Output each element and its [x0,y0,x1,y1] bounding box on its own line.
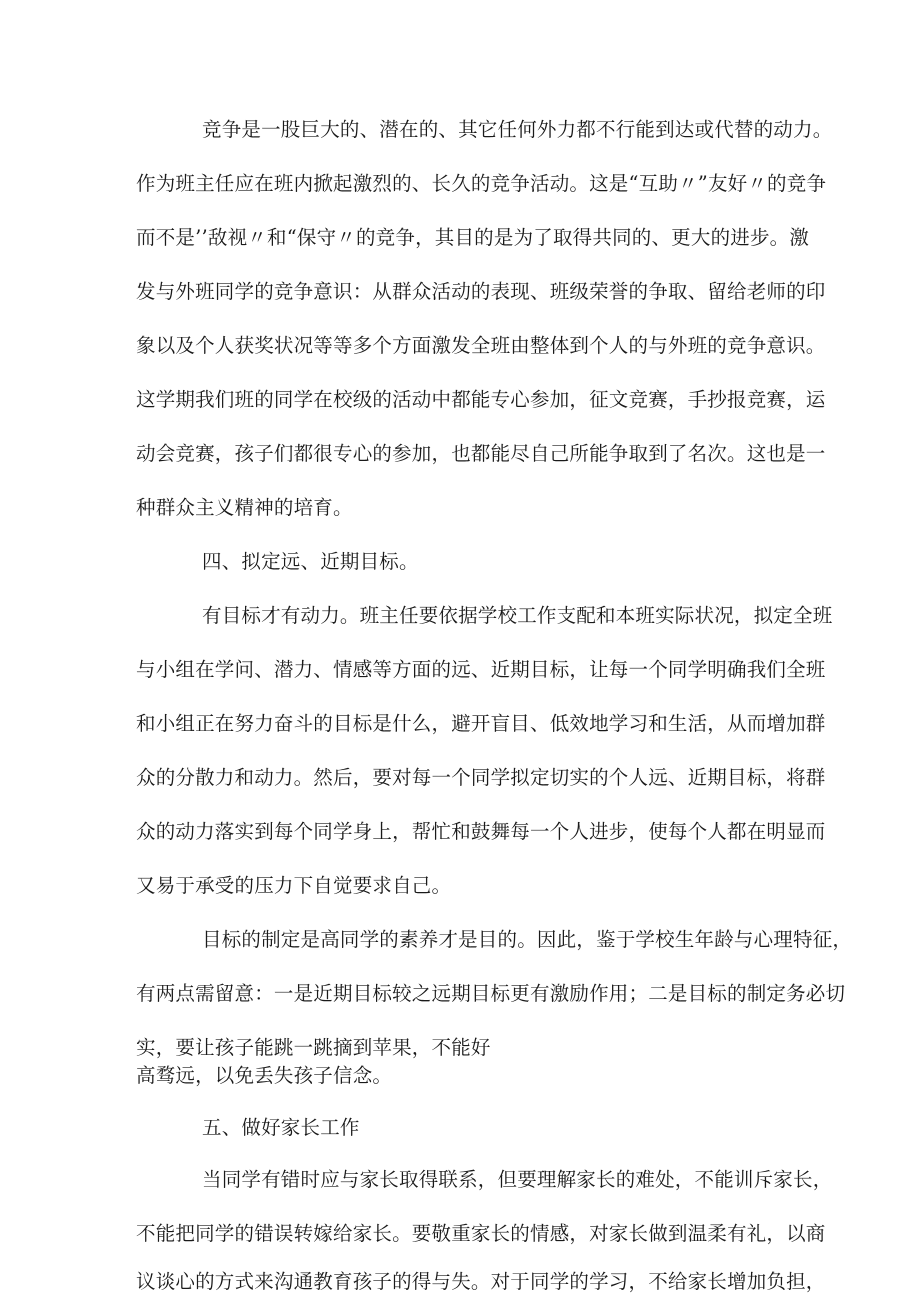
paragraph-line: 与小组在学问、潜力、情感等方面的远、近期目标，让每一个同学明确我们全班 [136,658,826,681]
section-heading: 五、做好家长工作 [202,1116,360,1139]
paragraph-line: 象以及个人获奖状况等等多个方面激发全班由整体到个人的与外班的竞争意识。 [136,334,826,357]
paragraph-line: 高骛远，以免丢失孩子信念。 [136,1064,393,1087]
paragraph-line: 竞争是一股巨大的、潜在的、其它任何外力都不行能到达或代替的动力。 [202,118,833,141]
paragraph-line: 动会竞赛，孩子们都很专心的参加，也都能尽自己所能争取到了名次。这也是一 [136,442,826,465]
section-heading: 四、拟定远、近期目标。 [202,550,419,573]
paragraph-line: 众的动力落实到每个同学身上，帮忙和鼓舞每一个人进步，使每个人都在明显而 [136,820,826,843]
paragraph-line: 种群众主义精神的培育。 [136,496,353,519]
paragraph-line: 这学期我们班的同学在校级的活动中都能专心参加，征文竞赛，手抄报竞赛，运 [136,388,826,411]
paragraph-line: 而不是’’敌视〃和“保守〃的竞争，其目的是为了取得共同的、更大的进步。激 [136,226,810,249]
paragraph-line: 又易于承受的压力下自觉要求自己。 [136,874,452,897]
paragraph-line: 作为班主任应在班内掀起激烈的、长久的竞争活动。这是“互助〃”友好〃的竞争 [136,172,827,195]
paragraph-line: 有两点需留意：一是近期目标较之远期目标更有激励作用；二是目标的制定务必切 [136,982,846,1005]
paragraph-line: 目标的制定是高同学的素养才是目的。因此，鉴于学校生年龄与心理特征， [202,928,853,951]
paragraph-line: 众的分散力和动力。然后，要对每一个同学拟定切实的个人远、近期目标，将群 [136,766,826,789]
paragraph-line: 发与外班同学的竞争意识：从群众活动的表现、班级荣誉的争取、留给老师的印 [136,280,826,303]
paragraph-line: 当同学有错时应与家长取得联系，但要理解家长的难处，不能训斥家长， [202,1168,833,1191]
paragraph-line: 和小组正在努力奋斗的目标是什么，避开盲目、低效地学习和生活，从而增加群 [136,712,826,735]
paragraph-line: 实，要让孩子能跳一跳摘到苹果，不能好 [136,1036,491,1059]
paragraph-line: 不能把同学的错误转嫁给家长。要敬重家长的情感，对家长做到温柔有礼，以商 [136,1222,826,1245]
paragraph-line: 议谈心的方式来沟通教育孩子的得与失。对于同学的学习，不给家长增加负担， [136,1270,826,1293]
paragraph-line: 有目标才有动力。班主任要依据学校工作支配和本班实际状况，拟定全班 [202,604,833,627]
